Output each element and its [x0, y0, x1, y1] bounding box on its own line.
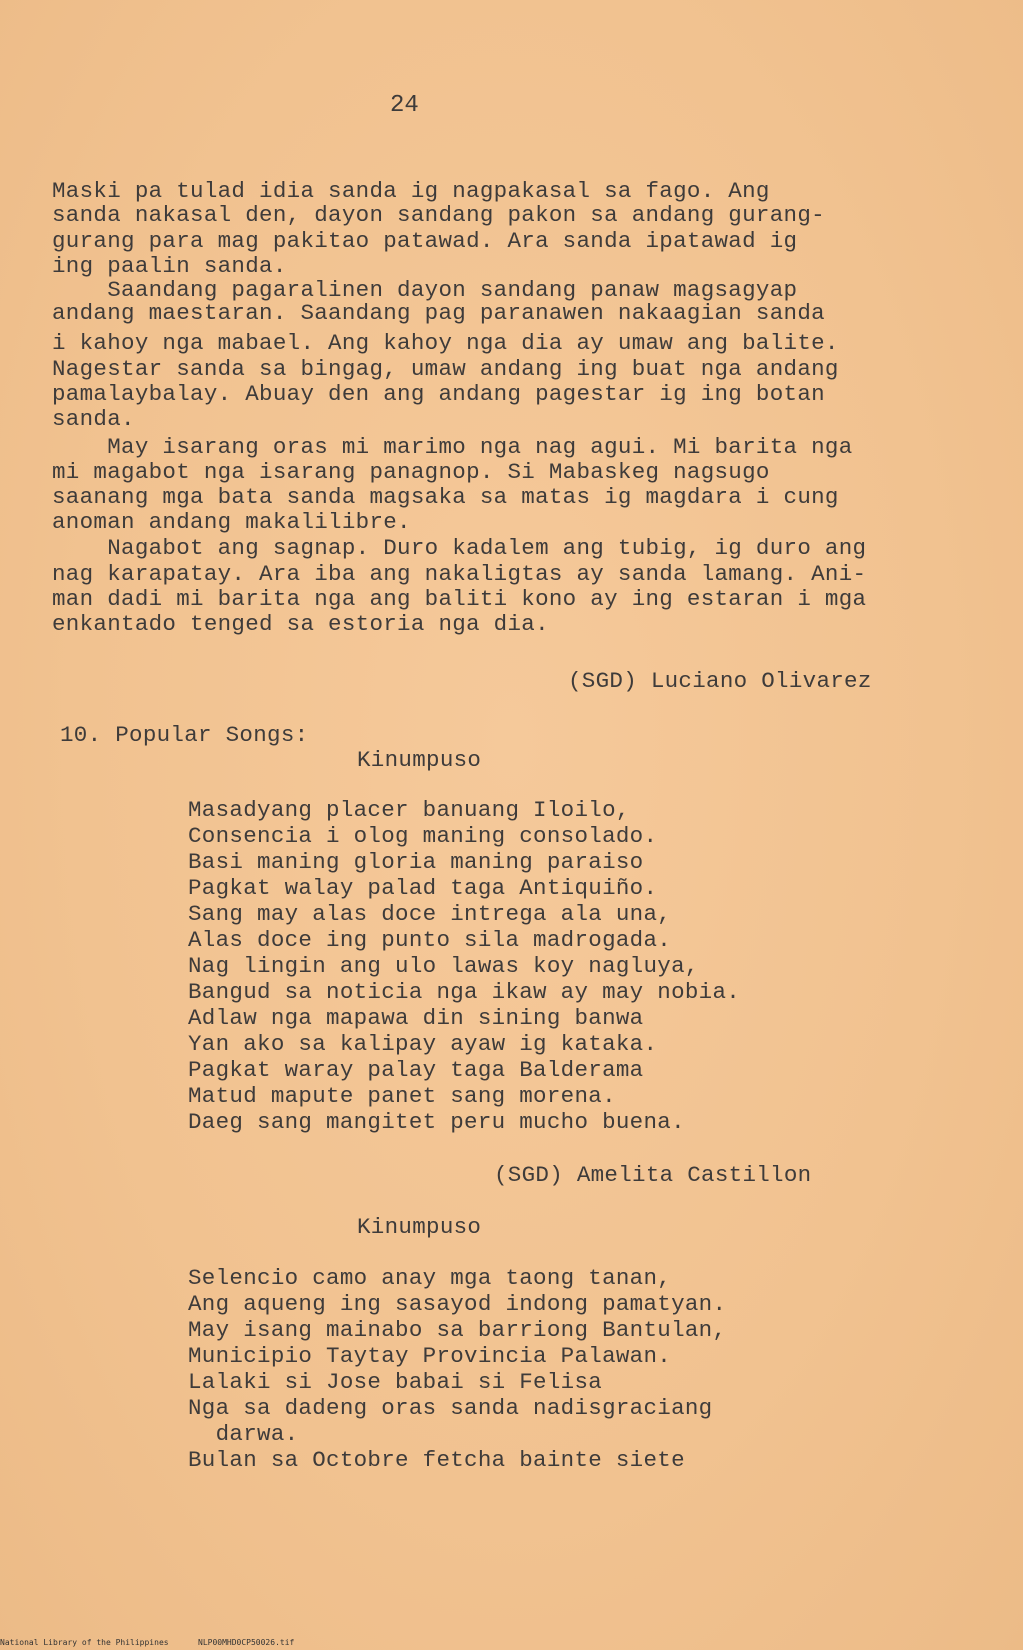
story-line: Nagabot ang sagnap. Duro kadalem ang tubig, ig duro ang [52, 535, 867, 561]
song1-line: Consencia i olog maning consolado. [188, 823, 658, 849]
story-line: saanang mga bata sanda magsaka sa matas ig magdara i cung [52, 484, 839, 510]
story-line: Maski pa tulad idia sanda ig nagpakasal sa fago. Ang [52, 178, 770, 204]
song1-line: Nag lingin ang ulo lawas koy nagluya, [188, 953, 699, 979]
song1-line: Bangud sa noticia nga ikaw ay may nobia. [188, 979, 741, 1005]
footer-file: NLP00MHD0CP50026.tif [198, 1638, 295, 1647]
story-line: pamalaybalay. Abuay den ang andang pagestar ig ing botan [52, 381, 825, 407]
story-line: i kahoy nga mabael. Ang kahoy nga dia ay umaw ang balite. [52, 330, 839, 356]
song1-line: Sang may alas doce intrega ala una, [188, 901, 672, 927]
song2-line: Municipio Taytay Provincia Palawan. [188, 1343, 672, 1369]
story-line: ing paalin sanda. [52, 253, 287, 279]
story-line: sanda. [52, 406, 135, 432]
song1-line: Alas doce ing punto sila madrogada. [188, 927, 672, 953]
song1-line: Masadyang placer banuang Iloilo, [188, 797, 630, 823]
story-line: nag karapatay. Ara iba ang nakaligtas ay sanda lamang. Ani- [52, 561, 867, 587]
page-number: 24 [390, 92, 419, 119]
story-line: May isarang oras mi marimo nga nag agui. Mi barita nga [52, 434, 853, 460]
song1-line: Adlaw nga mapawa din sining banwa [188, 1005, 644, 1031]
song1-line: Basi maning gloria maning paraiso [188, 849, 644, 875]
story-line: mi magabot nga isarang panagnop. Si Mabaskeg nagsugo [52, 459, 770, 485]
song1-title: Kinumpuso [357, 747, 482, 773]
story-line: Saandang pagaralinen dayon sandang panaw magsagyap [52, 277, 798, 303]
song2-line: Ang aqueng ing sasayod indong pamatyan. [188, 1291, 727, 1317]
song1-line: Yan ako sa kalipay ayaw ig kataka. [188, 1031, 658, 1057]
story-line: sanda nakasal den, dayon sandang pakon sa andang gurang- [52, 202, 825, 228]
footer-library: National Library of the Philippines [0, 1638, 169, 1647]
story-line: anoman andang makalilibre. [52, 509, 411, 535]
song1-line: Pagkat waray palay taga Balderama [188, 1057, 644, 1083]
song2-line: Nga sa dadeng oras sanda nadisgraciang [188, 1395, 713, 1421]
song2-line: May isang mainabo sa barriong Bantulan, [188, 1317, 727, 1343]
song1-line: Matud mapute panet sang morena. [188, 1083, 616, 1109]
song1-line: Daeg sang mangitet peru mucho buena. [188, 1109, 685, 1135]
story-line: Nagestar sanda sa bingag, umaw andang ing buat nga andang [52, 356, 839, 382]
section-heading: 10. Popular Songs: [60, 722, 309, 748]
signature-olivarez: (SGD) Luciano Olivarez [568, 668, 872, 694]
signature-castillon: (SGD) Amelita Castillon [494, 1162, 812, 1188]
story-line: enkantado tenged sa estoria nga dia. [52, 611, 549, 637]
story-line: man dadi mi barita nga ang baliti kono ay ing estaran i mga [52, 586, 867, 612]
story-line: gurang para mag pakitao patawad. Ara sanda ipatawad ig [52, 228, 798, 254]
song2-line: darwa. [188, 1421, 299, 1447]
song2-line: Lalaki si Jose babai si Felisa [188, 1369, 603, 1395]
song2-line: Selencio camo anay mga taong tanan, [188, 1265, 672, 1291]
song2-line: Bulan sa Octobre fetcha bainte siete [188, 1447, 685, 1473]
song2-title: Kinumpuso [357, 1214, 482, 1240]
song1-line: Pagkat walay palad taga Antiquiño. [188, 875, 658, 901]
story-line: andang maestaran. Saandang pag paranawen nakaagian sanda [52, 300, 825, 326]
